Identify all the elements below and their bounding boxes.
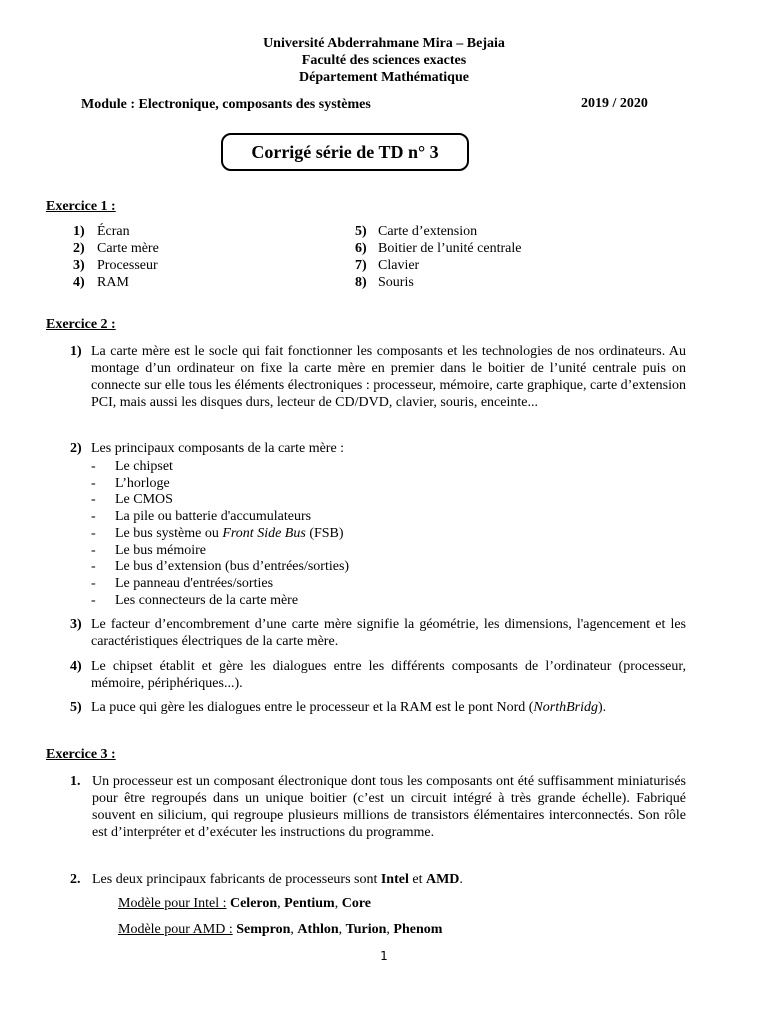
bullet-dash: - (91, 459, 96, 474)
department-name: Département Mathématique (299, 70, 469, 85)
question-number: 2. (70, 872, 81, 887)
amd-name: AMD (425, 872, 460, 887)
question-answer (92, 871, 463, 888)
amd-models-line: Modèle pour AMD : Sempron, Athlon, Turion, Phenom (118, 922, 443, 937)
question-answer (91, 699, 691, 716)
answer-prefix: Les deux principaux fabricants de processeurs sont (92, 872, 381, 887)
amd-model: Phenom (393, 922, 443, 937)
module-title: Module : Electronique, composants des systèmes (81, 97, 371, 112)
intel-models-line: Modèle pour Intel : Celeron, Pentium, Core (118, 896, 372, 911)
fsb-term: Front Side Bus (222, 526, 306, 541)
list-item-fsb (115, 525, 344, 542)
list-item: Le CMOS (115, 492, 173, 507)
intel-model: Core (341, 896, 372, 911)
intel-models-label: Modèle pour Intel : (118, 896, 227, 911)
bullet-dash: - (91, 559, 96, 574)
list-item: Le bus mémoire (115, 543, 206, 558)
bullet-dash: - (91, 476, 96, 491)
document-title-text: Corrigé série de TD n° 3 (251, 141, 439, 162)
northbridge-term: NorthBridg (533, 700, 598, 715)
item-text: Clavier (378, 258, 420, 273)
list-item: Le chipset (115, 459, 173, 474)
intel-model: Celeron (229, 896, 278, 911)
exercise-3-heading: Exercice 3 : (46, 747, 116, 762)
item-text: Carte d’extension (378, 224, 478, 239)
exercise-2-heading: Exercice 2 : (46, 317, 116, 332)
bullet-dash: - (91, 492, 96, 507)
intel-name: Intel (380, 872, 409, 887)
item-text: Boitier de l’unité centrale (378, 241, 522, 256)
item-text: Processeur (97, 258, 158, 273)
item-text: Écran (97, 224, 130, 239)
answer-suffix: ). (598, 700, 607, 715)
question-answer: Le facteur d’encombrement d’une carte mère signifie la géométrie, les dimensions, l'agencement et les caractéristiques électriques de la carte mère. (91, 617, 686, 649)
answer-suffix: . (459, 872, 463, 887)
intel-model: Pentium (284, 896, 335, 911)
bullet-dash: - (91, 509, 96, 524)
question-answer: Les principaux composants de la carte mère : (91, 441, 345, 456)
item-text: Carte mère (97, 241, 159, 256)
answer-prefix: La puce qui gère les dialogues entre le processeur et la RAM est le pont Nord ( (91, 700, 534, 715)
bullet-dash: - (91, 593, 96, 608)
question-number: 3) (70, 617, 82, 632)
question-number: 1. (70, 774, 81, 789)
item-text: Souris (378, 275, 414, 290)
question-answer: La carte mère est le socle qui fait fonctionner les composants et les technologies de nos ordinateurs. Au montage d’un ordinateur on fixe la carte mère en premier dans le boitier de l’unité centrale puis on connecte sur elle tous les éléments électroniques : processeur, mémoire, carte graphique, carte d’extension PCI, mais aussi les disques durs, lecteur de CD/DVD, clavier, souris, enceinte... (91, 344, 686, 410)
question-number: 5) (70, 700, 82, 715)
university-name: Université Abderrahmane Mira – Bejaia (263, 36, 505, 51)
exercise-1-heading: Exercice 1 : (46, 199, 116, 214)
answer-mid: et (408, 872, 426, 887)
item-number: 6) (355, 241, 367, 256)
list-item: Le panneau d'entrées/sorties (115, 576, 274, 591)
bullet-dash: - (91, 576, 96, 591)
item-text: RAM (97, 275, 129, 290)
item-number: 5) (355, 224, 367, 239)
document-title (221, 133, 469, 171)
item-number: 4) (73, 275, 85, 290)
question-answer: Le chipset établit et gère les dialogues entre les différents composants de l’ordinateur (processeur, mémoire, périphériques...). (91, 659, 686, 691)
list-item: L’horloge (115, 476, 170, 491)
bullet-dash: - (91, 526, 96, 541)
item-number: 7) (355, 258, 367, 273)
item-number: 1) (73, 224, 85, 239)
item-number: 2) (73, 241, 85, 256)
faculty-name: Faculté des sciences exactes (301, 53, 467, 68)
academic-year: 2019 / 2020 (581, 96, 648, 111)
amd-model: Athlon (297, 922, 339, 937)
list-item: La pile ou batterie d'accumulateurs (115, 509, 312, 524)
page-number: 1 (380, 949, 388, 963)
list-item: Le bus d’extension (bus d’entrées/sorties) (115, 559, 350, 574)
fsb-prefix: Le bus système ou (115, 526, 223, 541)
fsb-suffix: (FSB) (305, 526, 344, 541)
list-item: Les connecteurs de la carte mère (115, 593, 299, 608)
bullet-dash: - (91, 543, 96, 558)
question-number: 4) (70, 659, 82, 674)
question-number: 1) (70, 344, 82, 359)
question-answer: Un processeur est un composant électronique dont tous les composants ont été suffisamment miniaturisés pour être regroupés dans un unique boitier (c’est un circuit intégré à très grande échelle). Fabriqué souvent en silicium, qui regroupe plusieurs millions de transistors élémentaires interconnectés. Son rôle est d’interpréter et d’exécuter les instructions du programme. (92, 774, 686, 840)
amd-model: Turion (345, 922, 387, 937)
item-number: 3) (73, 258, 85, 273)
question-number: 2) (70, 441, 82, 456)
item-number: 8) (355, 275, 367, 290)
amd-models-label: Modèle pour AMD : (118, 922, 233, 937)
amd-model: Sempron (236, 922, 291, 937)
